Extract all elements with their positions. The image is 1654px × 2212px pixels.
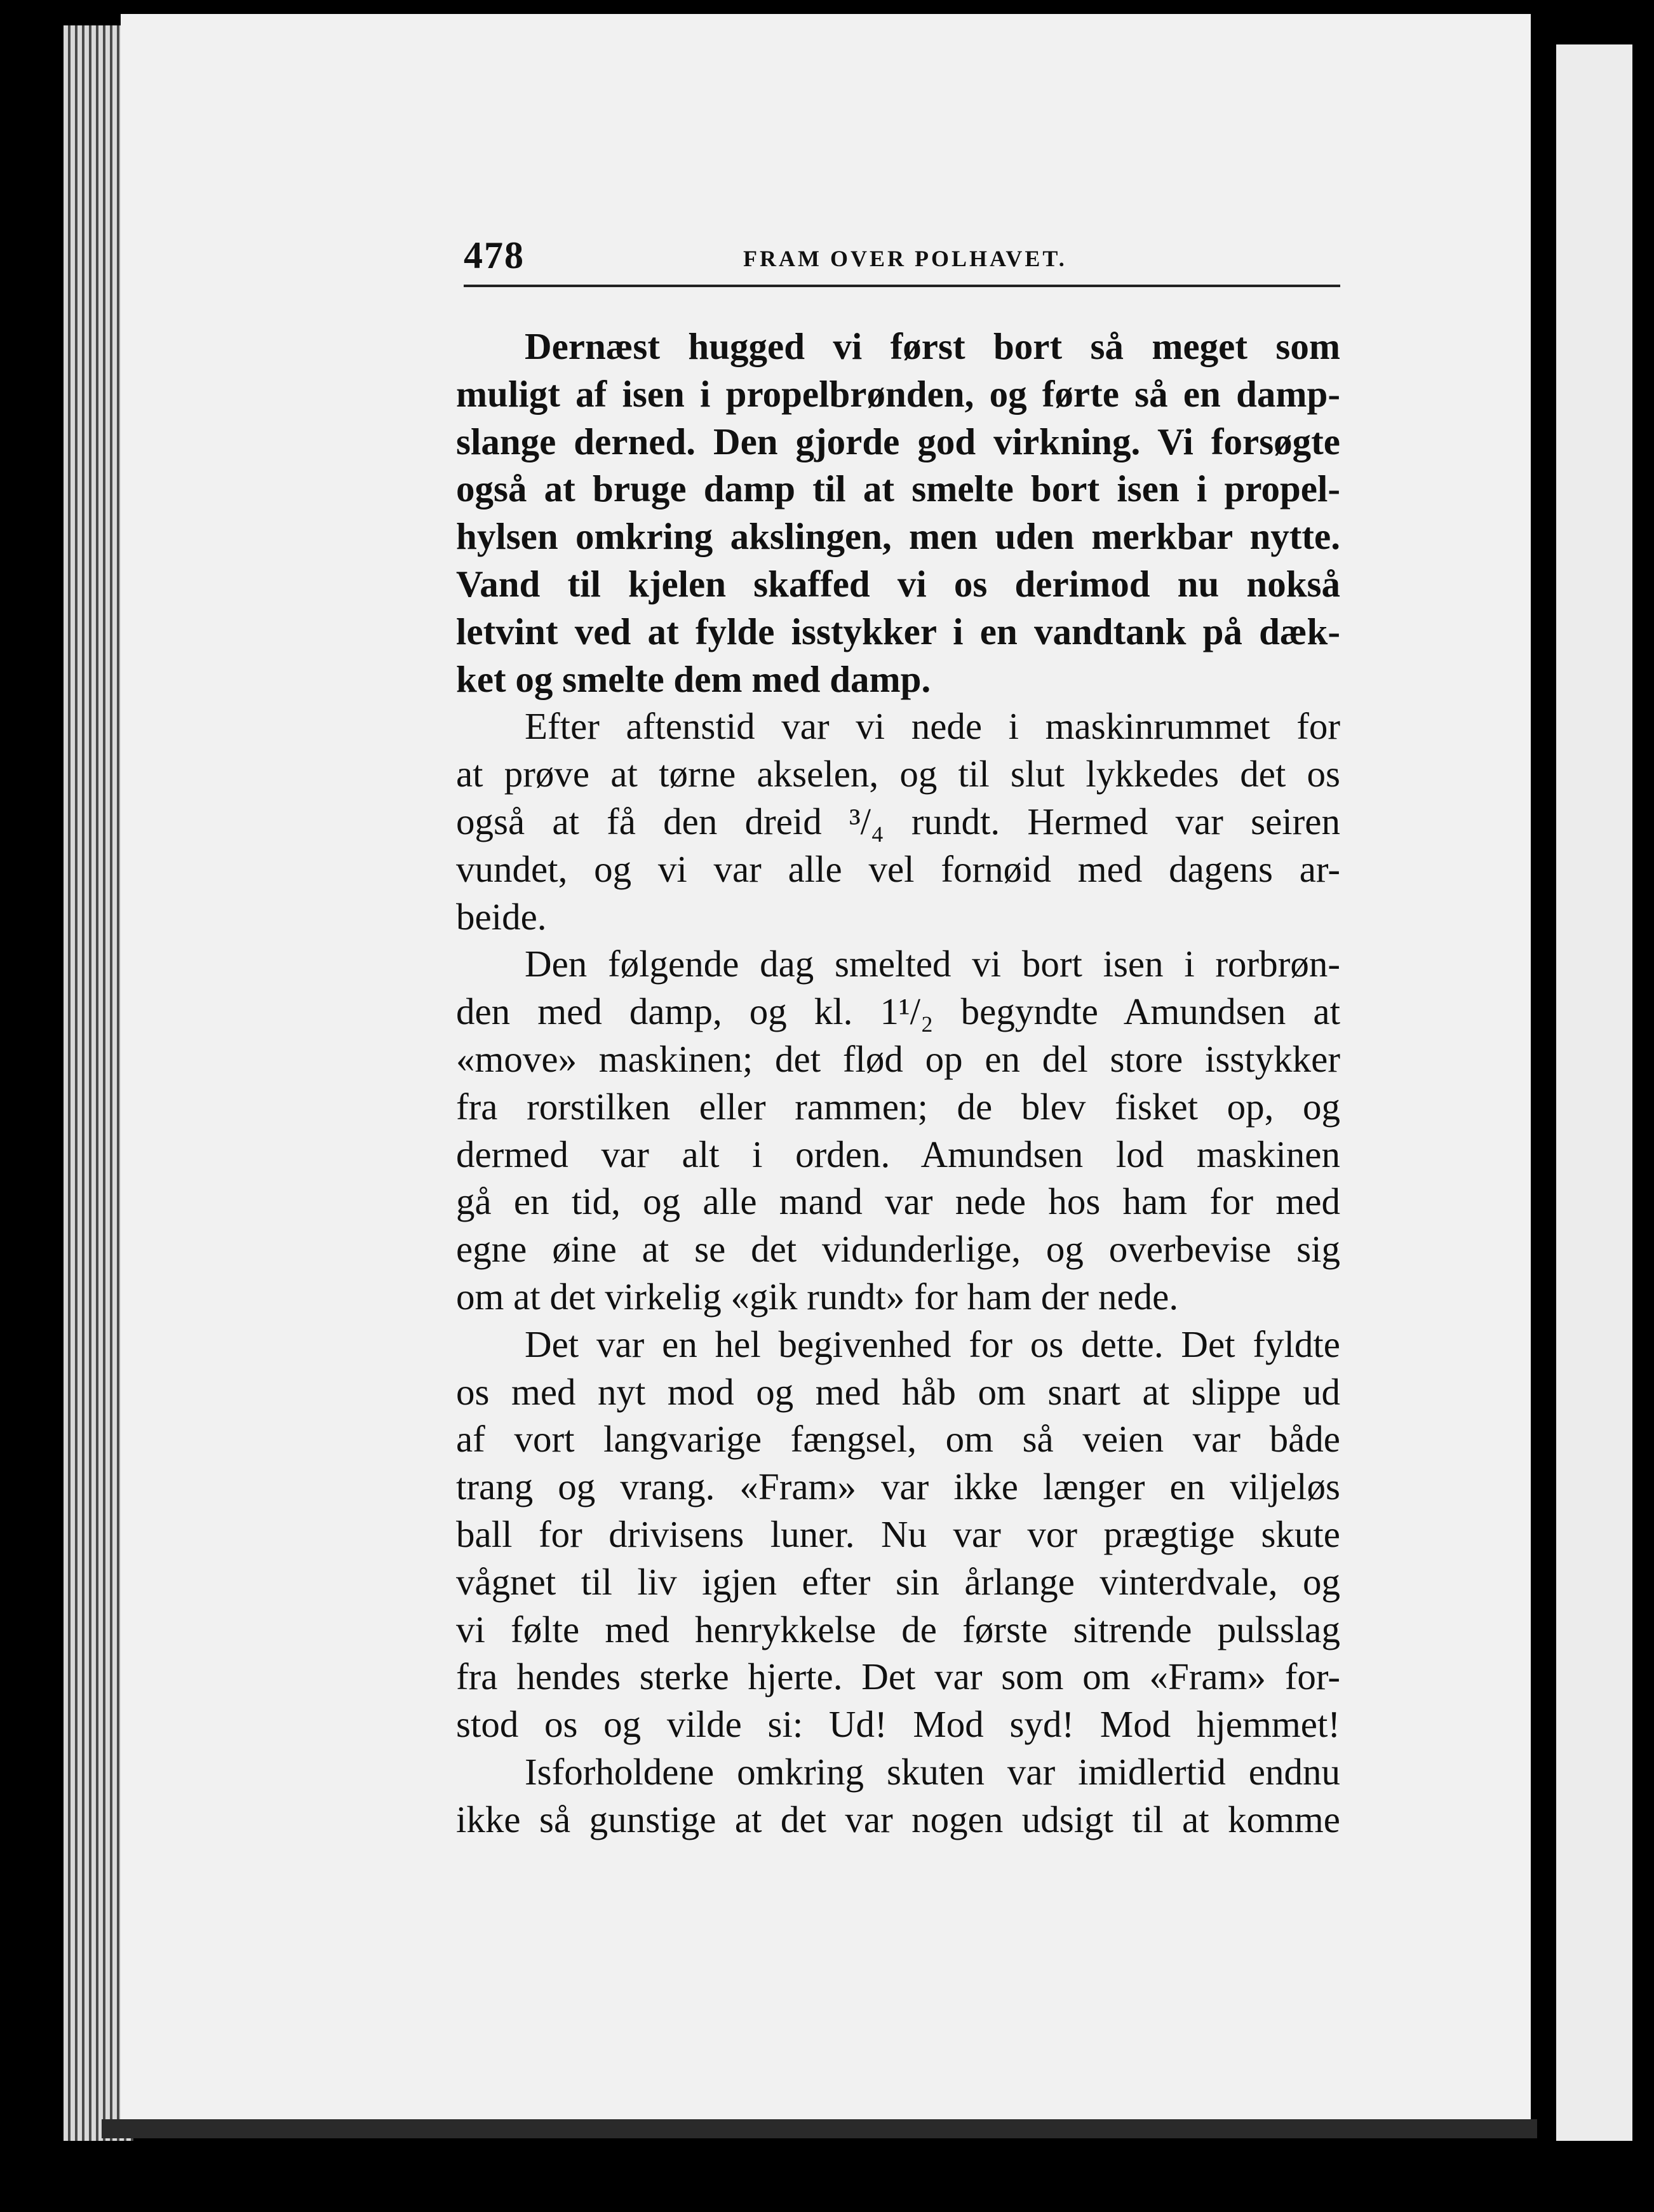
text-line: stod os og vilde si: Ud! Mod syd! Mod hjemmet! bbox=[456, 1703, 1340, 1746]
text-line: den med damp, og kl. 1¹/₂ begyndte Amundsen at bbox=[456, 990, 1340, 1033]
text-line: letvint ved at fylde isstykker i en vandtank på dæk- bbox=[456, 610, 1340, 652]
text-line: slange derned. Den gjorde god virkning. Vi forsøgte bbox=[456, 420, 1340, 462]
text-line: vundet, og vi var alle vel fornøid med dagens ar- bbox=[456, 847, 1340, 890]
text-line: at prøve at tørne akselen, og til slut lykkedes det os bbox=[456, 753, 1340, 795]
text-line: egne øine at se det vidunderlige, og overbevise sig bbox=[456, 1228, 1340, 1271]
page-number: 478 bbox=[464, 234, 525, 276]
text-line: os med nyt mod og med håb om snart at slippe ud bbox=[456, 1370, 1340, 1413]
text-line: hylsen omkring akslingen, men uden merkbar nytte. bbox=[456, 515, 1340, 558]
text-line: om at det virkelig «gik rundt» for ham der nede. bbox=[456, 1275, 1179, 1318]
facing-page-edge bbox=[1556, 44, 1632, 2141]
text-line: ball for drivisens luner. Nu var vor prægtige skute bbox=[456, 1513, 1340, 1555]
text-line: vi følte med henrykkelse de første sitrende pulsslag bbox=[456, 1608, 1340, 1650]
text-line: Den følgende dag smelted vi bort isen i rorbrøn- bbox=[525, 943, 1340, 985]
text-line: fra rorstilken eller rammen; de blev fisket op, og bbox=[456, 1085, 1340, 1128]
header-rule bbox=[464, 285, 1340, 287]
text-line: dermed var alt i orden. Amundsen lod maskinen bbox=[456, 1133, 1340, 1175]
text-line: også at bruge damp til at smelte bort isen i propel- bbox=[456, 468, 1340, 510]
text-line: beide. bbox=[456, 895, 547, 938]
text-line: også at få den dreid ³/₄ rundt. Hermed var seiren bbox=[456, 800, 1340, 842]
page-header bbox=[464, 234, 1340, 291]
text-line: af vort langvarige fængsel, om så veien var både bbox=[456, 1418, 1340, 1460]
text-line: vågnet til liv igjen efter sin årlange vinterdvale, og bbox=[456, 1560, 1340, 1603]
text-line: Vand til kjelen skaffed vi os derimod nu nokså bbox=[456, 562, 1340, 605]
running-title: FRAM OVER POLHAVET. bbox=[743, 246, 1067, 271]
text-line: gå en tid, og alle mand var nede hos ham for med bbox=[456, 1180, 1340, 1223]
text-line: Efter aftenstid var vi nede i maskinrummet for bbox=[525, 705, 1340, 748]
text-line: fra hendes sterke hjerte. Det var som om «Fram» for- bbox=[456, 1656, 1340, 1698]
text-line: Det var en hel begivenhed for os dette. Det fyldte bbox=[525, 1323, 1340, 1365]
page-bottom-shadow bbox=[102, 2119, 1537, 2138]
text-line: muligt af isen i propelbrønden, og førte så en damp- bbox=[456, 372, 1340, 415]
text-line: Dernæst hugged vi først bort så meget som bbox=[525, 325, 1340, 367]
text-line: «move» maskinen; det flød op en del store isstykker bbox=[456, 1037, 1340, 1080]
body-text bbox=[456, 323, 1340, 1844]
text-line: trang og vrang. «Fram» var ikke længer en viljeløs bbox=[456, 1466, 1340, 1508]
text-line: Isforholdene omkring skuten var imidlertid endnu bbox=[525, 1750, 1340, 1793]
text-line: ket og smelte dem med damp. bbox=[456, 658, 931, 700]
text-line: ikke så gunstige at det var nogen udsigt til at komme bbox=[456, 1798, 1340, 1840]
